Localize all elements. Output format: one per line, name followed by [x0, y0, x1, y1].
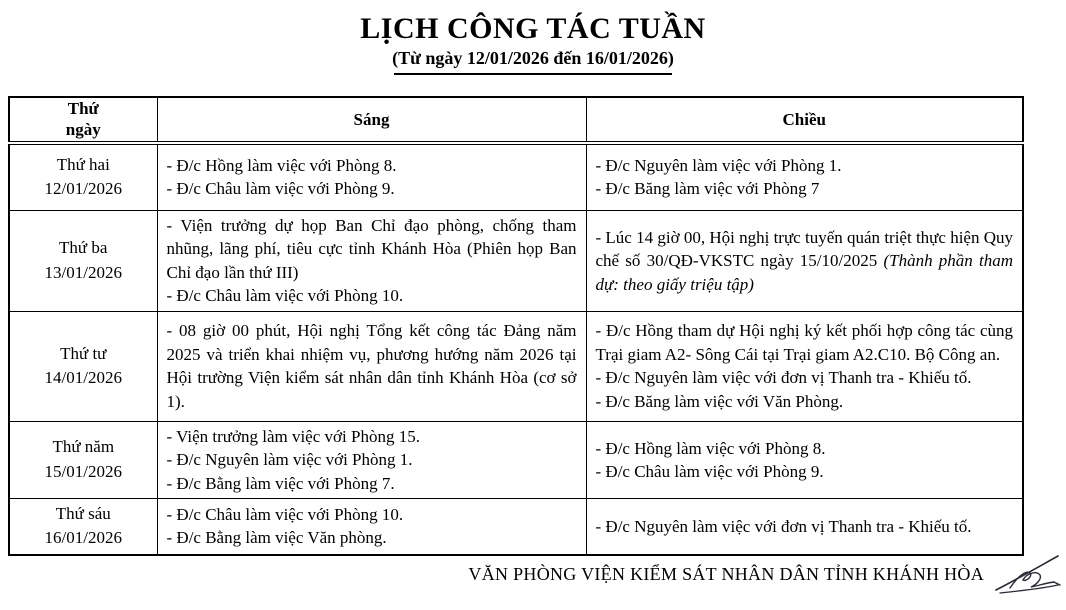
date-label: 16/01/2026 [44, 528, 122, 548]
day-cell [9, 211, 157, 312]
schedule-item: - Đ/c Băng làm việc với Phòng 7 [595, 179, 820, 199]
signature-scribble-icon [992, 552, 1064, 596]
header-day-line1: Thứ [67, 99, 99, 118]
date-label: 15/01/2026 [44, 461, 122, 481]
schedule-item: - Đ/c Hồng làm việc với Phòng 8. [595, 438, 826, 458]
schedule-item: - Đ/c Nguyên làm việc với đơn vị Thanh tra - Khiếu tố. [595, 516, 972, 536]
afternoon-cell [586, 211, 1023, 312]
schedule-item: - Viện trưởng làm việc với Phòng 15. [166, 426, 420, 446]
date-label: 13/01/2026 [44, 262, 122, 282]
afternoon-cell [586, 499, 1023, 555]
day-label: Thứ tư [60, 343, 107, 363]
table-header-row [9, 97, 1023, 143]
schedule-item-note: (Thành phần tham dự: theo giấy triệu tập) [595, 251, 1013, 294]
schedule-item: - Đ/c Bằng làm việc với Phòng 7. [166, 473, 395, 493]
afternoon-cell [586, 421, 1023, 498]
schedule-item: - Đ/c Nguyên làm việc với Phòng 1. [595, 155, 842, 175]
morning-cell [157, 143, 586, 211]
day-cell [9, 311, 157, 421]
schedule-item: - Đ/c Châu làm việc với Phòng 10. [166, 504, 404, 524]
schedule-item: - Đ/c Châu làm việc với Phòng 10. [166, 286, 404, 306]
table-row [9, 421, 1023, 498]
header-morning: Sáng [157, 97, 586, 143]
table-row [9, 499, 1023, 555]
schedule-item: - Đ/c Băng làm việc với Văn Phòng. [595, 391, 844, 411]
day-cell [9, 499, 157, 555]
schedule-item: - Viện trưởng dự họp Ban Chỉ đạo phòng, chống tham nhũng, lãng phí, tiêu cực tỉnh Khánh Hòa (Phiên họp Ban Chỉ đạo lần thứ III) [166, 216, 577, 282]
morning-cell [157, 311, 586, 421]
schedule-item: - Đ/c Hồng làm việc với Phòng 8. [166, 155, 397, 175]
morning-cell [157, 421, 586, 498]
schedule-item: - Đ/c Nguyên làm việc với đơn vị Thanh tra - Khiếu tố. [595, 368, 972, 388]
afternoon-cell [586, 311, 1023, 421]
day-label: Thứ sáu [55, 503, 111, 523]
table-row [9, 311, 1023, 421]
day-label: Thứ hai [56, 154, 110, 174]
footer [0, 552, 1066, 596]
schedule-item-text: - Lúc 14 giờ 00, Hội nghị trực tuyến quán triệt thực hiện Quy chế số 30/QĐ-VKSTC ngày 15/10/2025 [595, 227, 1013, 271]
weekly-schedule-table [8, 96, 1024, 556]
morning-cell [157, 211, 586, 312]
schedule-item: - Đ/c Châu làm việc với Phòng 9. [166, 179, 395, 199]
header-day-line2: ngày [65, 120, 101, 140]
afternoon-cell [586, 143, 1023, 211]
footer-org-name: VĂN PHÒNG VIỆN KIỂM SÁT NHÂN DÂN TỈNH KHÁNH HÒA [468, 563, 984, 584]
day-label: Thứ ba [59, 238, 108, 258]
day-label: Thứ năm [52, 437, 115, 457]
subtitle-underline [394, 73, 672, 75]
morning-cell [157, 499, 586, 555]
schedule-item: - 08 giờ 00 phút, Hội nghị Tổng kết công tác Đảng năm 2025 và triển khai nhiệm vụ, phương hướng năm 2026 tại Hội trường Viện kiểm sát nhân dân tỉnh Khánh Hòa (cơ sở 1). [166, 321, 577, 411]
page-subtitle: (Từ ngày 12/01/2026 đến 16/01/2026) [392, 48, 674, 68]
page-title: LỊCH CÔNG TÁC TUẦN [360, 12, 706, 45]
schedule-item: - Đ/c Bằng làm việc Văn phòng. [166, 528, 387, 548]
schedule-item [596, 226, 1014, 296]
schedule-item: - Đ/c Hồng tham dự Hội nghị ký kết phối hợp công tác cùng Trại giam A2- Sông Cái tại Trại giam A2.C10. Bộ Công an. [595, 321, 1013, 364]
schedule-item: - Đ/c Nguyên làm việc với Phòng 1. [166, 450, 413, 470]
schedule-item: - Đ/c Châu làm việc với Phòng 9. [595, 461, 824, 481]
header-day [9, 97, 157, 143]
date-label: 12/01/2026 [44, 179, 122, 199]
date-label: 14/01/2026 [44, 368, 122, 388]
table-row [9, 211, 1023, 312]
day-cell [9, 421, 157, 498]
header-afternoon: Chiều [586, 97, 1023, 143]
table-row [9, 143, 1023, 211]
day-cell [9, 143, 157, 211]
